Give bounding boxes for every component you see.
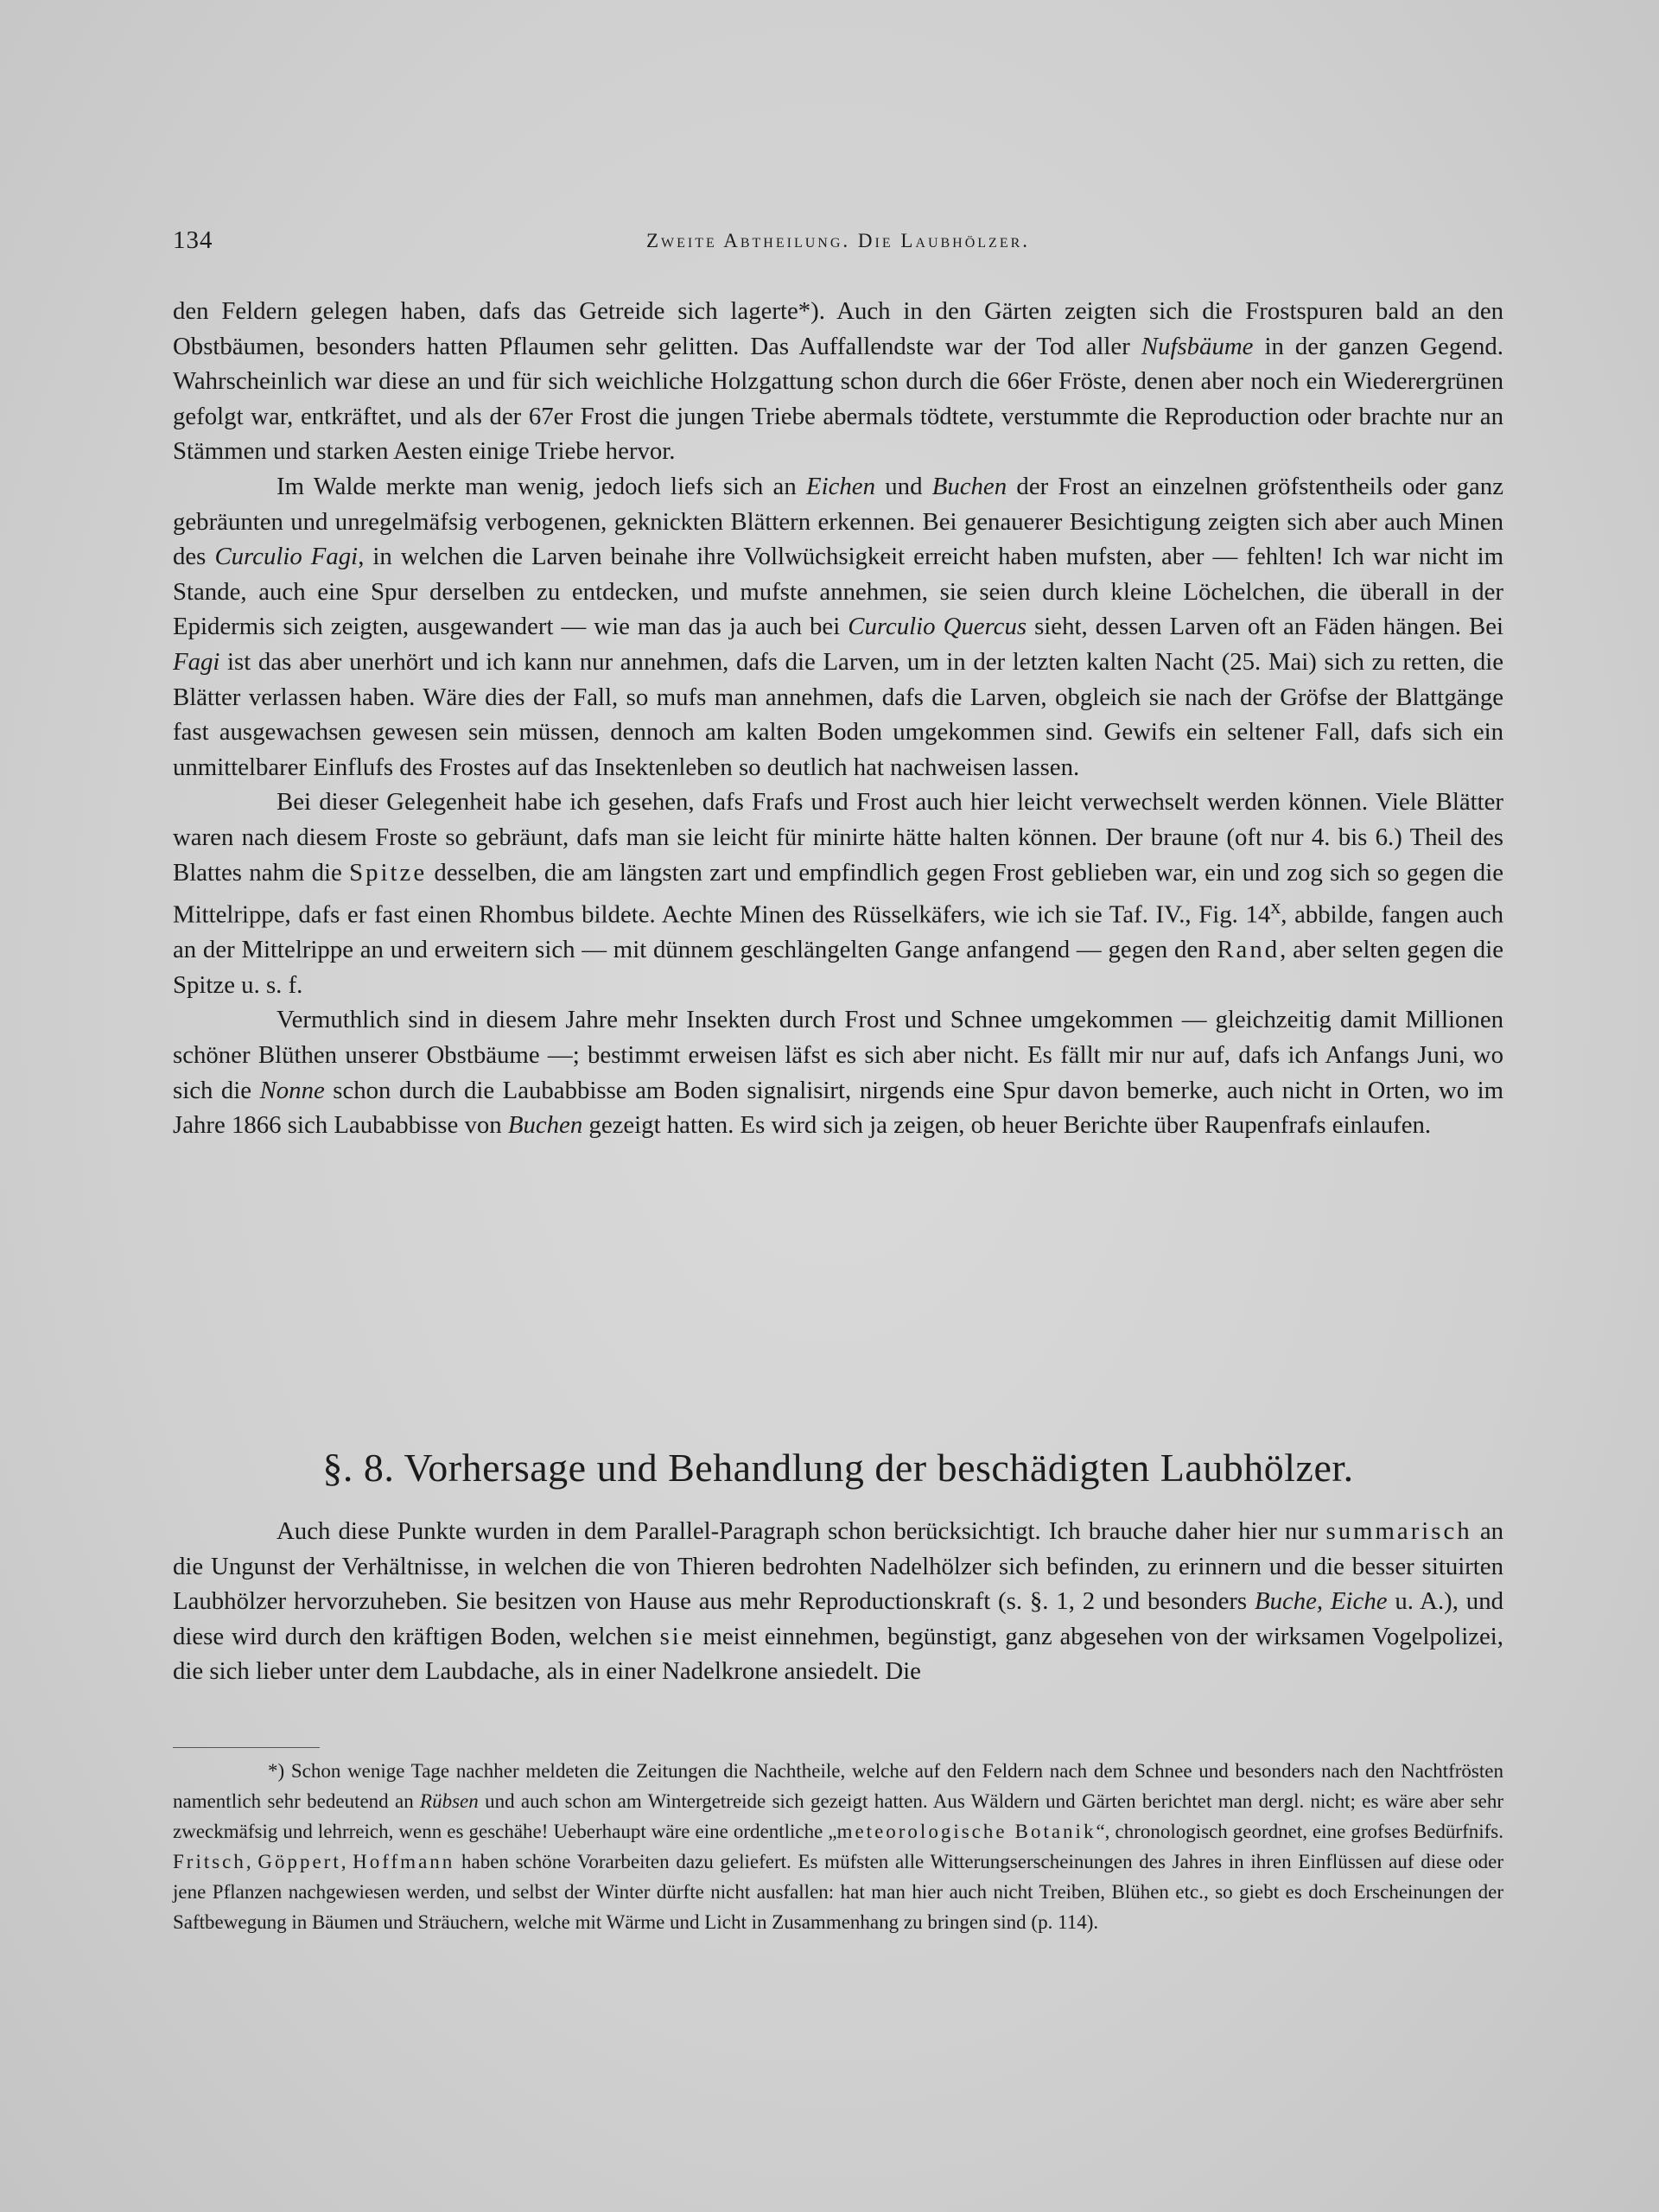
body-text bbox=[173, 294, 1503, 1143]
spaced-emphasis: sie bbox=[659, 1622, 696, 1650]
text-run: sieht, dessen Larven oft an Fäden hängen. Bei bbox=[1027, 613, 1503, 641]
spaced-emphasis: Hoffmann bbox=[353, 1851, 455, 1872]
text-run: desselben, die am längsten zart und empfindlich gegen Frost geblieben war, ein und zog sich so gegen die Mittelrippe, dafs er fast einen Rhombus bildete. Aechte Minen des Rüsselkäfers, wie ich sie Taf. IV., Fig. 14 bbox=[173, 858, 1503, 929]
text-run: Im Walde merkte man wenig, jedoch liefs sich an bbox=[276, 472, 807, 500]
spaced-emphasis: Fritsch bbox=[173, 1851, 246, 1872]
emphasis: Buchen bbox=[507, 1111, 583, 1140]
emphasis: Buche, Eiche bbox=[1254, 1587, 1388, 1616]
footnote-paragraph bbox=[173, 1756, 1503, 1937]
text-run: an die Ungunst der Verhältnisse, in welchen die von Thieren bedrohten Nadelhölzer sich befinden, zu erinnern und die besser situirten Laubhölzer hervorzuheben. Sie besitzen von Hause aus mehr Reproductionskraft (s. §. 1, 2 und besonders bbox=[173, 1517, 1503, 1616]
text-run: *) Schon wenige Tage nachher meldeten die Zeitungen die Nachtheile, welche auf den Feldern nach dem Schnee und besonders nach den Nachtfrösten namentlich sehr bedeutend an bbox=[173, 1760, 1503, 1812]
text-run: , in welchen die Larven beinahe ihre Vollwüchsigkeit erreicht haben mufsten, aber — fehlten! Ich war nicht im Stande, auch eine Spur derselben zu entdecken, und mufste annehmen, sie seien durch kleine Löchelchen, die überall in der Epidermis sich zeigten, ausgewandert — wie man das ja auch bei bbox=[173, 543, 1503, 641]
text-run: gezeigt hatten. Es wird sich ja zeigen, ob heuer Berichte über Raupenfrafs einlaufen. bbox=[582, 1111, 1432, 1140]
emphasis: Buchen bbox=[931, 472, 1007, 500]
section-text bbox=[173, 1514, 1503, 1689]
page-number: 134 bbox=[173, 226, 213, 254]
section-paragraph bbox=[173, 1514, 1503, 1689]
text-run: “, chronologisch geordnet, eine grofses Bedürfnifs. bbox=[1096, 1821, 1503, 1842]
paragraph-4 bbox=[173, 1002, 1503, 1142]
text-run: schon durch die Laubabbisse am Boden signalisirt, nirgends eine Spur davon bemerke, auch nicht in Orten, wo im Jahre 1866 sich Laubabbisse von bbox=[173, 1076, 1504, 1140]
spaced-emphasis: Rand bbox=[1217, 936, 1281, 964]
text-run: Vermuthlich sind in diesem Jahre mehr Insekten durch Frost und Schnee umgekommen — gleichzeitig damit Millionen schöner Blüthen unserer Obstbäume —; bestimmt erweisen läfst es sich aber nicht. Es fällt mir nur auf, dafs ich Anfangs Juni, wo sich die bbox=[173, 1006, 1503, 1104]
emphasis: Nonne bbox=[259, 1076, 325, 1104]
running-title: Zweite Abtheilung. Die Laubhölzer. bbox=[645, 230, 1031, 251]
text-run: , aber selten gegen die Spitze u. s. f. bbox=[173, 936, 1503, 999]
text-run: u. A.), und diese wird durch den kräftigen Boden, welchen bbox=[173, 1587, 1503, 1650]
spaced-emphasis: Spitze bbox=[349, 858, 428, 887]
paragraph-2 bbox=[173, 469, 1503, 785]
text-run: , abbilde, fangen auch an der Mittelrippe an und erweitern sich — mit dünnem geschlängelten Gange anfangend — gegen den bbox=[173, 900, 1503, 964]
spaced-emphasis: meteorologische Botanik bbox=[836, 1821, 1096, 1842]
page-header bbox=[173, 226, 1503, 261]
text-run: den Feldern gelegen haben, dafs das Getreide sich lagerte*). Auch in den Gärten zeigten sich die Frostspuren bald an den Obstbäumen, besonders hatten Pflaumen sehr gelitten. Das Auffallendste war der Tod aller bbox=[173, 297, 1503, 360]
text-run: meist einnehmen, begünstigt, ganz abgesehen von der wirksamen Vogelpolizei, die sich lieber unter dem Laubdache, als in einer Nadelkrone ansiedelt. Die bbox=[173, 1622, 1503, 1686]
emphasis: Fagi bbox=[173, 647, 220, 676]
text-run: Auch diese Punkte wurden in dem Parallel-Paragraph schon berücksichtigt. Ich brauche daher hier nur bbox=[276, 1517, 1326, 1545]
emphasis: Eichen bbox=[806, 472, 875, 500]
text-run: und auch schon am Wintergetreide sich gezeigt hatten. Aus Wäldern und Gärten berichtet man dergl. nicht; es wäre aber sehr zweckmäfsig und lehrreich, wenn es geschähe! Ueberhaupt wäre eine ordentliche „ bbox=[173, 1790, 1503, 1842]
text-run: und bbox=[874, 472, 932, 500]
paragraph-3 bbox=[173, 785, 1503, 1002]
emphasis: Nufsbäume bbox=[1141, 332, 1254, 360]
emphasis: Curculio Quercus bbox=[848, 613, 1027, 641]
emphasis: Rübsen bbox=[420, 1790, 479, 1812]
text-run: , bbox=[340, 1851, 353, 1872]
footnote-divider bbox=[173, 1747, 320, 1748]
superscript: x bbox=[1270, 896, 1281, 919]
text-run: Bei dieser Gelegenheit habe ich gesehen, dafs Frafs und Frost auch hier leicht verwechselt werden können. Viele Blätter waren nach diesem Froste so gebräunt, dafs man sie leicht für minirte hätte halten können. Der braune (oft nur 4. bis 6.) Theil des Blattes nahm die bbox=[173, 788, 1503, 887]
emphasis: Curculio Fagi bbox=[214, 543, 359, 571]
text-run: in der ganzen Gegend. Wahrscheinlich war diese an und für sich weichliche Holzgattung schon durch die 66er Fröste, denen aber noch ein Wiederergrünen gefolgt war, entkräftet, und als der 67er Frost die jungen Triebe abermals tödtete, verstummte die Reproduction oder brachte nur an Stämmen und starken Aesten einige Triebe hervor. bbox=[173, 332, 1504, 466]
text-run: haben schöne Vorarbeiten dazu geliefert. Es müfsten alle Witterungserscheinungen des Jahres in ihren Einflüssen auf diese oder jene Pflanzen nachgewiesen werden, und selbst der Winter dürfte nicht ausfallen: hat man hier auch nicht Treiben, Blühen etc., so giebt es doch Erscheinungen der Saftbewegung in Bäumen und Sträuchern, welche mit Wärme und Licht in Zusammenhang zu bringen sind (p. 114). bbox=[173, 1851, 1504, 1933]
text-run: der Frost an einzelnen gröfstentheils oder ganz gebräunten und unregelmäfsig verbogenen, geknickten Blättern erkennen. Bei genauerer Besichtigung zeigten sich aber auch Minen des bbox=[173, 472, 1503, 571]
spaced-emphasis: Göppert bbox=[257, 1851, 341, 1872]
spaced-emphasis: summarisch bbox=[1325, 1517, 1472, 1545]
section-heading: §. 8. Vorhersage und Behandlung der beschädigten Laubhölzer. bbox=[322, 1446, 1354, 1490]
text-run: ist das aber unerhört und ich kann nur annehmen, dafs die Larven, um in der letzten kalten Nacht (25. Mai) sich zu retten, die Blätter verlassen haben. Wäre dies der Fall, so mufs man annehmen, dafs die Larven, obgleich sie nach der Gröfse der Blattgänge fast ausgewachsen gewesen sein müssen, dennoch am kalten Boden umgekommen sind. Gewifs ein seltener Fall, dafs sich ein unmittelbarer Einflufs des Frostes auf das Insektenleben so deutlich hat nachweisen lassen. bbox=[173, 647, 1503, 781]
footnote bbox=[173, 1756, 1503, 1937]
paragraph-1 bbox=[173, 294, 1503, 469]
text-run: , bbox=[245, 1851, 258, 1872]
